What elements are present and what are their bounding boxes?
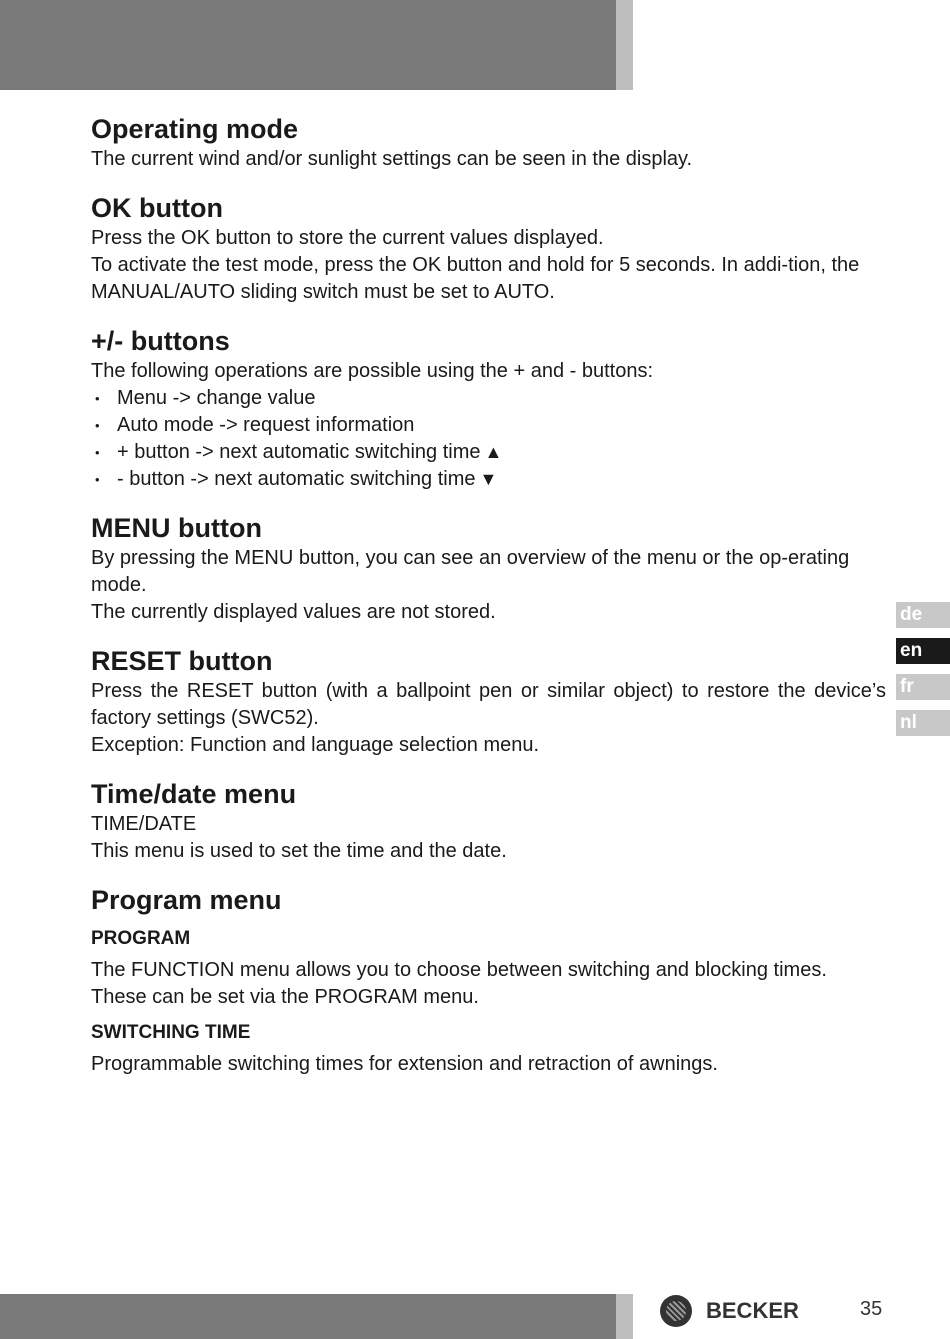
language-tab-en[interactable]: en — [896, 638, 950, 664]
paragraph: This menu is used to set the time and the date. — [91, 840, 507, 862]
language-tabs — [896, 602, 950, 746]
header-bar — [0, 0, 616, 90]
section-title: RESET button — [91, 646, 273, 676]
paragraph: TIME/DATE — [91, 813, 197, 835]
language-tab-de[interactable]: de — [896, 602, 950, 628]
main-content — [91, 112, 886, 1096]
paragraph: Programmable switching times for extension and retraction of awnings. — [91, 1053, 718, 1075]
section-ok-button — [91, 191, 886, 306]
subheading: SWITCHING TIME — [91, 1022, 251, 1043]
section-program-menu — [91, 883, 886, 1078]
brand-name: BECKER — [706, 1298, 799, 1323]
paragraph: The following operations are possible using the + and - buttons: — [91, 360, 654, 382]
section-time-date-menu — [91, 777, 886, 865]
paragraph: These can be set via the PROGRAM menu. — [91, 986, 479, 1008]
section-reset-button — [91, 644, 886, 759]
section-operating-mode — [91, 112, 886, 173]
triangle-up-icon: ▲ — [484, 442, 503, 462]
footer-bar — [0, 1294, 616, 1339]
paragraph: The FUNCTION menu allows you to choose between switching and blocking times. — [91, 959, 827, 981]
paragraph: Press the RESET button (with a ballpoint pen or similar object) to restore the device’s factory settings (SWC52). — [91, 680, 886, 729]
paragraph: To activate the test mode, press the OK button and hold for 5 seconds. In addi-tion, the MANUAL/AUTO sliding switch must be set to AUTO. — [91, 254, 860, 303]
language-tab-nl[interactable]: nl — [896, 710, 950, 736]
list-item: • + button -> next automatic switching time ▲ — [91, 439, 886, 466]
section-title: Operating mode — [91, 114, 299, 144]
paragraph: The currently displayed values are not stored. — [91, 601, 496, 623]
section-menu-button — [91, 511, 886, 626]
list-item: • Auto mode -> request information — [91, 412, 886, 439]
brand-logo — [660, 1294, 799, 1328]
footer-bar-edge — [616, 1294, 633, 1339]
subheading: PROGRAM — [91, 928, 191, 949]
section-title: Program menu — [91, 885, 282, 915]
becker-logo-icon — [660, 1295, 692, 1327]
section-title: Time/date menu — [91, 779, 297, 809]
paragraph: Exception: Function and language selection menu. — [91, 734, 540, 756]
section-title: +/- buttons — [91, 326, 230, 356]
page-number: 35 — [860, 1298, 883, 1320]
language-tab-fr[interactable]: fr — [896, 674, 950, 700]
section-title: MENU button — [91, 513, 262, 543]
section-title: OK button — [91, 193, 223, 223]
paragraph: The current wind and/or sunlight settings can be seen in the display. — [91, 148, 693, 170]
header-bar-edge — [616, 0, 633, 90]
section-plus-minus-buttons — [91, 324, 886, 493]
list-item: • Menu -> change value — [91, 385, 886, 412]
paragraph: Press the OK button to store the current values displayed. — [91, 227, 604, 249]
list-item: • - button -> next automatic switching time ▼ — [91, 466, 886, 493]
paragraph: By pressing the MENU button, you can see an overview of the menu or the op-erating mode. — [91, 547, 850, 596]
bullet-list — [91, 385, 886, 493]
triangle-down-icon: ▼ — [479, 469, 498, 489]
